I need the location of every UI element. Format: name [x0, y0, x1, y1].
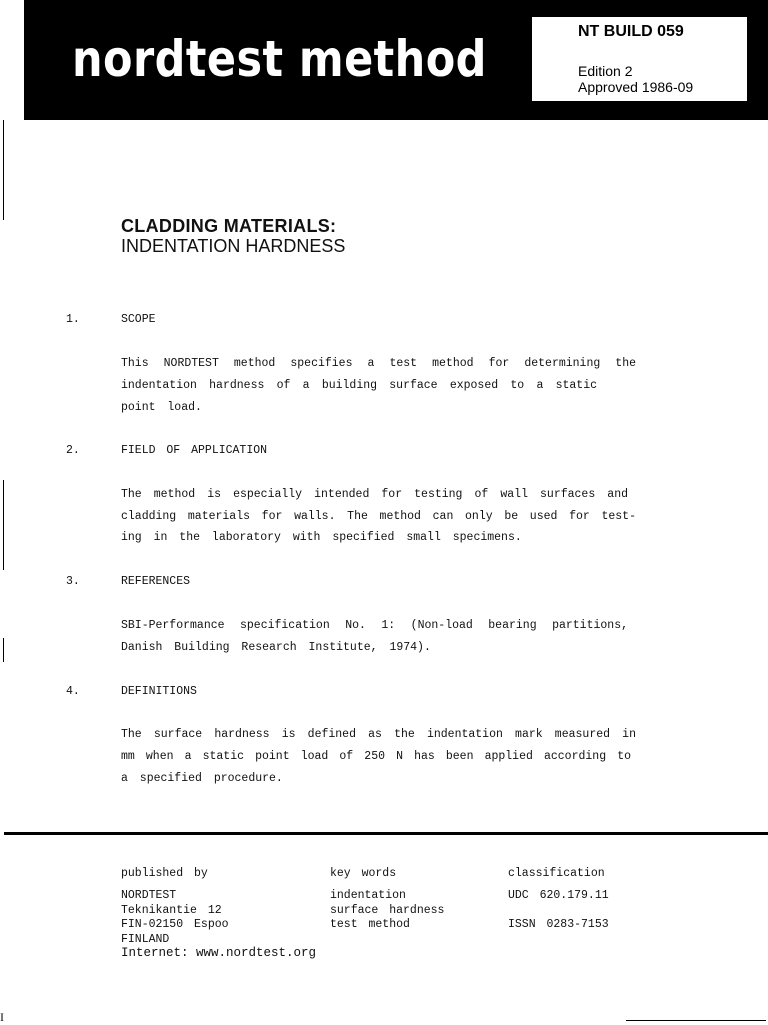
corner-mark: I — [0, 1010, 4, 1024]
section-heading: FIELD OF APPLICATION — [121, 444, 268, 457]
publisher-line: FIN-02150 Espoo — [121, 918, 229, 931]
page-subtitle: INDENTATION HARDNESS — [121, 236, 346, 256]
margin-mark — [3, 480, 4, 570]
classification-label: classification — [508, 867, 605, 880]
section-number: 3. — [66, 575, 80, 588]
edition-label: Edition 2 — [578, 63, 633, 79]
paragraph-line: The surface hardness is defined as the indentation mark measured in — [121, 728, 636, 741]
section-number: 2. — [66, 444, 80, 457]
section-heading: REFERENCES — [121, 575, 191, 588]
section-number: 4. — [66, 685, 80, 698]
published-by-label: published by — [121, 867, 208, 880]
paragraph-line: This NORDTEST method specifies a test method for determining the — [121, 357, 636, 370]
approved-date: Approved 1986-09 — [578, 79, 694, 95]
margin-mark — [3, 638, 4, 662]
key-words-label: key words — [330, 867, 397, 880]
key-word: surface hardness — [330, 904, 445, 917]
issn-code: ISSN 0283-7153 — [508, 918, 609, 931]
section-heading: SCOPE — [121, 313, 156, 326]
section-heading: DEFINITIONS — [121, 685, 197, 698]
paragraph-line: SBI-Performance specification No. 1: (Non-load bearing partitions, — [121, 619, 628, 632]
corner-rule — [626, 1020, 766, 1021]
paragraph-line: ing in the laboratory with specified small specimens. — [121, 531, 522, 544]
publisher-website: Internet: www.nordtest.org — [121, 946, 317, 960]
publisher-line: Teknikantie 12 — [121, 904, 222, 917]
document-code: NT BUILD 059 — [578, 23, 684, 40]
paragraph-line: cladding materials for walls. The method can only be used for test- — [121, 510, 636, 523]
udc-code: UDC 620.179.11 — [508, 889, 609, 902]
paragraph-line: a specified procedure. — [121, 772, 283, 785]
margin-mark — [3, 120, 4, 160]
paragraph-line: point load. — [121, 401, 202, 414]
publisher-line: NORDTEST — [121, 889, 177, 902]
key-word: indentation — [330, 889, 406, 902]
paragraph-line: mm when a static point load of 250 N has been applied according to — [121, 750, 631, 763]
paragraph-line: The method is especially intended for testing of wall surfaces and — [121, 488, 628, 501]
paragraph-line: indentation hardness of a building surface exposed to a static — [121, 379, 597, 392]
section-number: 1. — [66, 313, 80, 326]
document-id-box — [531, 16, 748, 102]
key-word: test method — [330, 918, 410, 931]
margin-mark — [3, 160, 4, 220]
footer-divider — [4, 832, 768, 835]
paragraph-line: Danish Building Research Institute, 1974). — [121, 641, 431, 654]
publisher-line: FINLAND — [121, 933, 170, 946]
page-title: CLADDING MATERIALS: — [121, 216, 337, 236]
brand-title: nordtest method — [72, 30, 487, 88]
